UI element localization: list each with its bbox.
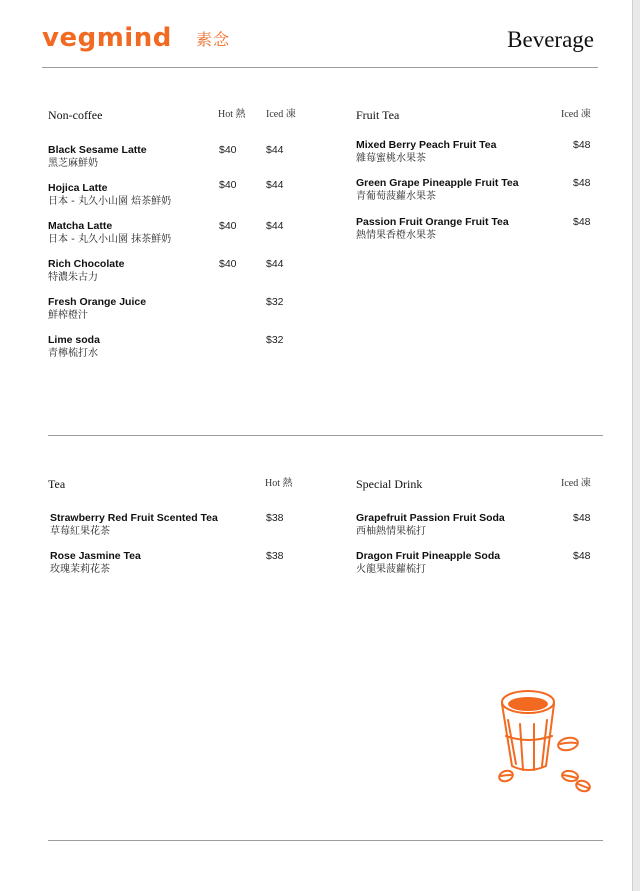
footer-divider: [48, 840, 603, 841]
item-iced-price: $44: [266, 220, 284, 232]
item-name: Mixed Berry Peach Fruit Tea: [356, 139, 497, 151]
menu-item-fresh-orange-juice: [48, 296, 218, 322]
item-name-cn: 日本 - 丸久小山園 抹茶鮮奶: [48, 234, 172, 245]
menu-item-mixed-berry-peach-fruit-tea: [356, 139, 526, 165]
non-coffee-heading: Non-coffee: [48, 108, 103, 122]
item-name-cn: 青檸梳打水: [48, 348, 98, 359]
item-hot-price: $40: [219, 220, 237, 232]
item-name: Lime soda: [48, 334, 100, 346]
special-drink-heading: Special Drink: [356, 477, 423, 491]
item-name-cn: 特濃朱古力: [48, 272, 98, 283]
menu-item-rich-chocolate: [48, 258, 218, 284]
item-name-cn: 青葡萄菠蘿水果茶: [356, 191, 436, 202]
item-name-cn: 黑芝麻鮮奶: [48, 158, 98, 169]
item-name: Fresh Orange Juice: [48, 296, 147, 308]
section-divider: [48, 435, 603, 436]
item-name: Rich Chocolate: [48, 258, 125, 270]
item-iced-price: $48: [573, 512, 591, 524]
item-iced-price: $32: [266, 296, 284, 308]
special-drink-iced-header: Iced 凍: [561, 478, 591, 489]
menu-item-black-sesame-latte: [48, 144, 218, 170]
item-name-cn: 熱情果香橙水果茶: [356, 230, 436, 241]
menu-item-green-grape-pineapple-fruit-tea: [356, 177, 526, 203]
menu-item-lime-soda: [48, 334, 218, 360]
menu-item-matcha-latte: [48, 220, 218, 246]
item-iced-price: $48: [573, 216, 591, 228]
fruit-tea-iced-header: Iced 凍: [561, 109, 591, 120]
brand-logo-cn: 素念: [196, 30, 231, 49]
menu-item-dragon-fruit-pineapple-soda: [356, 550, 526, 576]
item-hot-price: $40: [219, 258, 237, 270]
item-name: Black Sesame Latte: [48, 144, 147, 156]
page-title: Beverage: [507, 27, 594, 52]
item-iced-price: $48: [573, 177, 591, 189]
item-name: Rose Jasmine Tea: [50, 550, 141, 562]
iced-drink-cup-icon: [490, 680, 600, 800]
item-name-cn: 鮮榨橙汁: [48, 310, 88, 321]
item-name: Hojica Latte: [48, 182, 108, 194]
item-name: Passion Fruit Orange Fruit Tea: [356, 216, 509, 228]
item-iced-price: $44: [266, 144, 284, 156]
item-hot-price: $38: [266, 550, 284, 562]
item-iced-price: $48: [573, 550, 591, 562]
menu-item-hojica-latte: [48, 182, 218, 208]
item-name: Matcha Latte: [48, 220, 113, 232]
item-name-cn: 火龍果菠蘿梳打: [356, 564, 426, 575]
non-coffee-hot-header: Hot 熱: [218, 109, 246, 120]
tea-heading: Tea: [48, 477, 66, 491]
item-name: Green Grape Pineapple Fruit Tea: [356, 177, 519, 189]
item-hot-price: $38: [266, 512, 284, 524]
item-name: Strawberry Red Fruit Scented Tea: [50, 512, 218, 524]
item-iced-price: $48: [573, 139, 591, 151]
item-iced-price: $32: [266, 334, 284, 346]
item-name-cn: 日本 - 丸久小山園 焙茶鮮奶: [48, 196, 172, 207]
non-coffee-iced-header: Iced 凍: [266, 109, 296, 120]
item-name: Dragon Fruit Pineapple Soda: [356, 550, 501, 562]
item-name-cn: 玫瑰茉莉花茶: [50, 564, 110, 575]
item-iced-price: $44: [266, 179, 284, 191]
menu-item-grapefruit-passion-fruit-soda: [356, 512, 526, 538]
menu-item-strawberry-red-fruit-scented-tea: [50, 512, 220, 538]
item-iced-price: $44: [266, 258, 284, 270]
menu-item-passion-fruit-orange-fruit-tea: [356, 216, 526, 242]
item-hot-price: $40: [219, 179, 237, 191]
item-name: Grapefruit Passion Fruit Soda: [356, 512, 505, 524]
item-name-cn: 雜莓蜜桃水果茶: [356, 153, 426, 164]
tea-hot-header: Hot 熱: [265, 478, 293, 489]
item-name-cn: 西柚熱情果梳打: [356, 526, 426, 537]
fruit-tea-heading: Fruit Tea: [356, 108, 400, 122]
item-hot-price: $40: [219, 144, 237, 156]
header-divider: [42, 67, 598, 68]
brand-logo: vegmind: [42, 23, 172, 53]
item-name-cn: 草莓紅果花茶: [50, 526, 110, 537]
menu-item-rose-jasmine-tea: [50, 550, 220, 576]
